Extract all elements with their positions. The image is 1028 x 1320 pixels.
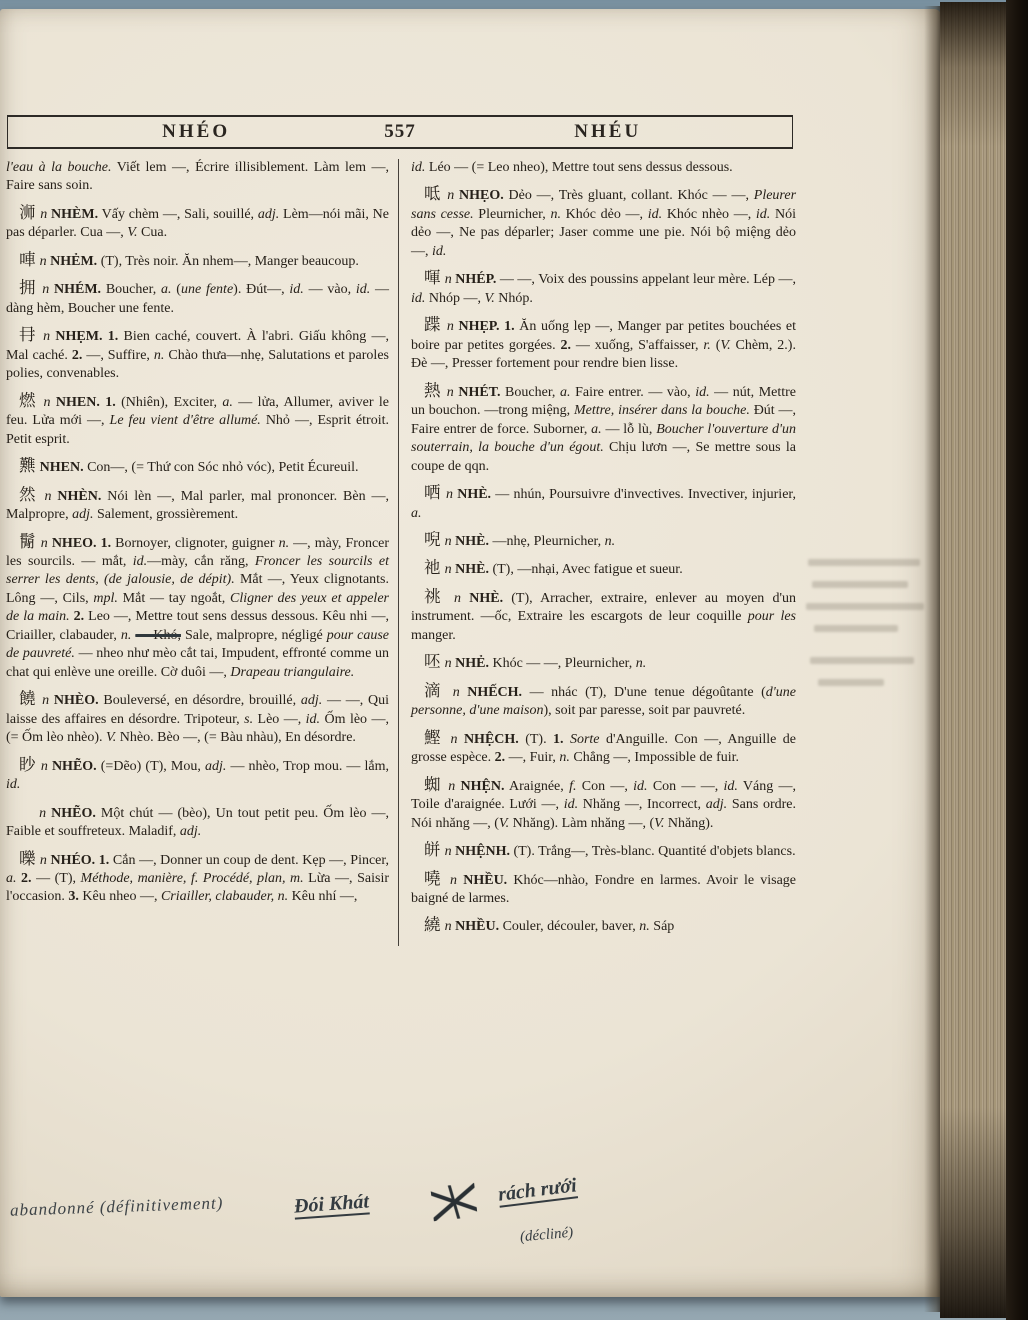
ink-bleed-through-mark: [818, 679, 884, 686]
entry-text: adj.: [705, 797, 728, 813]
entry-text: — —, Qui laisse des affaires en désordre. Tripoteur,: [6, 693, 390, 727]
entry-text: Nói dẻo —, Ne pas déparler; Jaser comme une pie. Nói bộ miệng dẻo —,: [411, 206, 796, 259]
entry-text: id.: [633, 778, 648, 794]
dictionary-text-area: [6, 159, 796, 946]
entry-text: l'eau à la bouche.: [6, 160, 112, 175]
entry-text: Le feu vient d'être allumé.: [109, 413, 261, 429]
entry-text: — lửa, Allumer, aviver le feu. Lửa mới —,: [6, 394, 390, 429]
entry-text: Mắt —, Yeux clignotants. Lông —, Cils,: [6, 572, 389, 606]
entry-text: n: [454, 590, 470, 606]
entry-text: Leo —, Mettre tout sens dessus dessous. Kêu nhi —, Criailler, clabauder,: [6, 609, 390, 643]
entry-text: NHẸP.: [458, 319, 500, 335]
entry-text: — nheo như mèo cắt tai, Impudent, effronté comme un chat qui enlève une oreille. Cờ duôi —,: [6, 646, 389, 680]
entry-text: Cligner des yeux et appeler de la main.: [6, 590, 389, 625]
entry-text: Nhóp —,: [425, 290, 485, 306]
entry-text: n.: [635, 656, 647, 672]
entry-text: n: [42, 693, 54, 709]
entry-text: V.: [720, 337, 731, 353]
entry-text: adj.: [257, 206, 280, 222]
dictionary-entry: [411, 317, 796, 373]
entry-text: Váng —, Toile d'araignée. Lưới —,: [411, 778, 797, 813]
entry-text: Pleurnicher,: [473, 206, 551, 222]
cjk-glyph: 冄: [19, 325, 44, 345]
entry-text: Vấy chèm —, Sali, souillé,: [98, 206, 258, 222]
dictionary-entry: [411, 868, 797, 909]
entry-text: 1.: [504, 319, 515, 335]
entry-text: 2.: [21, 871, 32, 886]
entry-text: NHEO.: [51, 535, 97, 551]
entry-text: 3.: [68, 889, 79, 905]
entry-text: — vào,: [303, 282, 356, 298]
cjk-glyph: 呧: [424, 184, 448, 204]
entry-text: n: [446, 487, 458, 503]
entry-text: id.: [432, 243, 447, 259]
entry-text: —mày, cắn răng,: [147, 553, 255, 569]
entry-text: n: [39, 253, 51, 269]
cjk-glyph: 拥: [19, 278, 43, 298]
entry-text: Lừa —, Saisir l'occasion.: [6, 871, 389, 905]
entry-text: m.: [290, 871, 304, 886]
entry-text: a.: [560, 384, 571, 400]
entry-text: Sale, malpropre, négligé: [180, 627, 327, 643]
entry-text: n: [39, 805, 52, 821]
entry-text: f.: [569, 778, 577, 794]
ink-bleed-through-mark: [806, 603, 924, 610]
entry-text: n.: [278, 535, 290, 551]
entry-text: n: [444, 656, 456, 672]
cjk-glyph: 眇: [19, 754, 41, 774]
entry-text: id.: [647, 206, 663, 222]
entry-text: Pleurer sans cesse.: [411, 188, 797, 222]
entry-text: NHÈ.: [457, 487, 492, 503]
entry-text: Nhóp.: [494, 290, 533, 306]
entry-text: n.: [120, 627, 132, 643]
entry-text: adj.: [72, 507, 94, 523]
entry-text: NHẼO.: [51, 758, 97, 774]
cjk-glyph: 蜘: [424, 774, 449, 794]
dictionary-entry: [411, 186, 796, 261]
entry-text: NHÈN.: [57, 488, 102, 504]
entry-text: n: [444, 562, 456, 578]
entry-text: — nhác (T), D'une tenue dégoûtante (: [522, 684, 766, 700]
entry-text: (T), Très noir. Ăn nhem—, Manger beaucoup.: [97, 253, 359, 269]
entry-text: id.: [755, 206, 771, 222]
dictionary-entry: [411, 485, 796, 523]
cjk-glyph: 浉: [19, 202, 41, 222]
ink-bleed-through-mark: [812, 581, 908, 588]
entry-text: pour cause de pauvreté.: [6, 627, 390, 662]
entry-text: — nhún, Poursuivre d'invectives. Invectiver, injurier,: [491, 487, 797, 503]
entry-text: NHẺ.: [455, 656, 489, 672]
dictionary-entry: [6, 801, 389, 842]
entry-text: Boucher,: [500, 384, 560, 400]
entry-text: —, Fuir,: [505, 750, 560, 766]
cjk-glyph: 鰹: [424, 727, 451, 747]
entry-text: id.: [411, 290, 426, 306]
dictionary-entry: [6, 691, 389, 747]
right-column: [398, 159, 796, 946]
book-page: [0, 9, 941, 1297]
entry-text: Cắn —, Donner un coup de dent. Kẹp —, Pincer,: [109, 852, 389, 868]
entry-text: n: [40, 758, 52, 774]
left-column: [6, 159, 398, 946]
dictionary-entry: [411, 380, 797, 476]
entry-text: Nói lèn —, Mal parler, mal prononcer. Bèn —, Malpropre,: [6, 488, 390, 523]
entry-text: (: [710, 337, 721, 353]
entry-text: NHẸO.: [459, 188, 504, 204]
entry-text: n: [444, 844, 456, 860]
dictionary-entry: [6, 848, 389, 907]
entry-text: Bouleversé, en désordre, brouillé,: [98, 693, 301, 709]
entry-text: Chẳng —, Impossible de fuir.: [569, 750, 740, 766]
running-header: [7, 115, 793, 149]
entry-text: Khóc nhèo —,: [662, 206, 756, 222]
entry-text: Chịu lươn —, Se mettre sous la coupe de qqn.: [411, 440, 796, 474]
entry-text: Salement, grossièrement.: [93, 507, 239, 523]
entry-text: n: [444, 533, 456, 549]
entry-text: d'Anguille. Con —, Anguille de grosse espèce.: [411, 731, 796, 766]
entry-text: NHEN.: [39, 460, 84, 476]
entry-text: n.: [639, 919, 650, 935]
entry-text: Nhỏ —, Esprit étroit. Petit esprit.: [6, 413, 389, 447]
entry-text: — nhèo, Trop mou. — lắm,: [226, 758, 390, 774]
dictionary-entry: [411, 586, 797, 645]
entry-text: V.: [498, 815, 510, 831]
page-number: 557: [384, 121, 416, 142]
entry-text: n: [452, 684, 468, 700]
entry-text: — nút, Mettre un bouchon. —trong miệng,: [411, 384, 797, 419]
entry-text: — Khó,: [135, 627, 181, 643]
entry-text: 1.: [100, 535, 112, 551]
entry-text: NHÉM.: [54, 282, 102, 298]
dictionary-entry: [411, 774, 797, 833]
entry-text: Con—, (= Thứ con Sóc nhỏ vóc), Petit Écureuil.: [83, 460, 359, 476]
cjk-glyph: 哂: [424, 483, 447, 503]
cjk-glyph: 喗: [424, 268, 445, 288]
entry-text: NHẺM.: [50, 253, 98, 269]
entry-text: adj.: [179, 824, 202, 840]
entry-text: (: [171, 282, 181, 298]
entry-text: Criailler, clabauder,: [160, 889, 278, 905]
entry-text: n: [448, 778, 461, 794]
entry-text: (T). Trắng—, Très-blanc. Quantité d'objets blancs.: [509, 844, 796, 860]
dictionary-entry: [6, 249, 389, 271]
entry-text: une fente: [180, 282, 234, 298]
entry-text: Procédé, plan,: [202, 871, 290, 886]
entry-text: 1.: [107, 329, 119, 345]
entry-text: — dàng hèm, Boucher une fente.: [6, 282, 390, 316]
entry-text: Couler, découler, baver,: [499, 919, 640, 935]
entry-text: Léo — (= Leo nheo), Mettre tout sens dessus dessous.: [425, 160, 733, 175]
entry-text: Boucher,: [101, 282, 161, 298]
dictionary-entry: [411, 842, 796, 861]
entry-text: 2.: [560, 337, 571, 353]
entry-text: Kêu nheo —,: [78, 889, 161, 905]
entry-text: Araignée,: [504, 778, 570, 794]
dictionary-entry: [411, 727, 796, 768]
entry-text: n: [450, 872, 464, 888]
cjk-glyph: 㸐: [19, 456, 40, 476]
handwritten-scribble: [430, 1183, 477, 1221]
entry-text: Cua.: [137, 225, 168, 241]
entry-text: Bien caché, couvert. À l'abri. Giấu không —, Mal caché.: [6, 329, 390, 363]
entry-text: NHÉP.: [455, 272, 497, 288]
entry-text: mpl.: [93, 590, 118, 606]
cjk-glyph: 祧: [424, 586, 455, 606]
entry-text: id.: [6, 777, 21, 793]
entry-text: n: [446, 384, 459, 400]
entry-text: NHÉT.: [458, 384, 501, 400]
dictionary-entry: [6, 202, 389, 243]
handwritten-note-decline: (décliné): [519, 1224, 574, 1246]
entry-text: NHẼO.: [51, 805, 96, 821]
entry-text: NHỆN.: [460, 778, 505, 794]
entry-text: n.: [559, 750, 570, 766]
entry-text: V.: [106, 730, 117, 746]
entry-text: n: [447, 188, 460, 204]
entry-text: —, mày, Froncer les sourcils. — mắt,: [6, 535, 390, 569]
entry-text: s.: [244, 711, 254, 727]
cjk-glyph: 鬜: [19, 531, 41, 551]
entry-text: NHỆCH.: [463, 731, 519, 747]
entry-text: Sans ordre. Nói nhăng —, (: [411, 797, 796, 831]
dictionary-entry: [411, 270, 796, 308]
handwritten-note-rach-ruoi: rách rưới: [496, 1174, 578, 1206]
entry-text: NHỆNH.: [455, 844, 510, 860]
entry-text: id.: [411, 160, 426, 175]
header-word-left: NHÉO: [162, 121, 231, 142]
entry-text: Con — —,: [647, 778, 724, 794]
cjk-glyph: 然: [19, 484, 45, 504]
entry-text: Mettre, insérer dans la bouche.: [573, 403, 750, 419]
entry-text: Mắt — tay ngoắt,: [117, 590, 230, 606]
entry-text: — xuống, S'affaisser,: [570, 337, 704, 353]
entry-text: Faire entrer. — vào,: [570, 384, 696, 400]
entry-text: Kêu nhí —,: [288, 889, 358, 905]
entry-text: n: [40, 206, 52, 222]
entry-text: d'une personne, d'une maison: [411, 684, 797, 719]
entry-text: Chào thưa—nhẹ, Salutations et paroles polies, convenables.: [6, 347, 389, 382]
dictionary-entry: [411, 159, 796, 177]
entry-text: (T), Arracher, extraire, enlever au moyen d'un instrument. —ốc, Extraire les escargots de leur coquille: [411, 590, 797, 625]
entry-text: Bornoyer, clignoter, guigner: [111, 535, 279, 551]
entry-text: NHÈ.: [469, 590, 504, 606]
entry-text: id.: [355, 282, 371, 298]
cjk-glyph: 呸: [424, 652, 445, 672]
entry-text: V.: [484, 290, 495, 306]
entry-text: a.: [161, 282, 172, 298]
cjk-glyph: 嚛: [19, 848, 40, 868]
entry-text: — lỗ lù,: [601, 421, 657, 437]
cjk-glyph: 皏: [424, 840, 445, 860]
entry-text: (=Dẽo) (T), Mou,: [96, 758, 205, 774]
entry-text: n.: [550, 206, 561, 222]
entry-text: —nhẹ, Pleurnicher,: [488, 533, 605, 549]
entry-text: ), soit par paresse, soit par pauvreté.: [543, 703, 746, 719]
entry-text: n: [42, 282, 54, 298]
cjk-glyph: 𨅸: [19, 801, 40, 821]
entry-text: Froncer les sourcils et serrer les dents, (de jalousie, de dépit).: [6, 553, 389, 588]
entry-text: id.: [723, 778, 738, 794]
entry-text: NHỀU.: [463, 872, 508, 888]
entry-text: pour les: [747, 609, 796, 625]
entry-text: adj.: [204, 758, 227, 774]
entry-text: Boucher l'ouverture d'un souterrain, la bouche d'un égout.: [411, 421, 797, 456]
dictionary-entry: [411, 560, 796, 579]
entry-text: Nhăng —, Incorrect,: [578, 797, 706, 813]
dictionary-entry: [6, 327, 389, 383]
handwritten-note-abandonne: abandonné (définitivement): [9, 1193, 224, 1220]
entry-text: Nhăng). Làm nhăng —, (: [509, 815, 655, 831]
dictionary-entry: [411, 917, 796, 936]
dictionary-entry: [6, 458, 389, 477]
cjk-glyph: 燃: [19, 390, 44, 410]
entry-text: NHẾCH.: [467, 684, 523, 700]
dictionary-entry: [411, 654, 796, 673]
dictionary-entry: [6, 159, 389, 196]
book-cover-edge: [1006, 0, 1028, 1320]
entry-text: n: [450, 731, 464, 747]
entry-text: Lèo —,: [253, 711, 306, 727]
dictionary-entry: [411, 680, 797, 721]
entry-text: Khóc—nhào, Fondre en larmes. Avoir le visage baigné de larmes.: [411, 872, 797, 906]
entry-text: NHÈO.: [53, 693, 99, 709]
cjk-glyph: 滴: [424, 680, 453, 700]
entry-text: id.: [132, 553, 148, 569]
cjk-glyph: 祂: [424, 558, 445, 578]
entry-text: Chèm, 2.). Đè —, Presser fortement pour rendre bien lisse.: [411, 337, 796, 372]
dictionary-entry: [6, 484, 390, 525]
cjk-glyph: 唓: [19, 249, 40, 269]
entry-text: a.: [411, 505, 422, 521]
entry-text: n: [40, 535, 52, 551]
entry-text: Viết lem —, Écrire illisiblement. Làm lem —, Faire sans soin.: [6, 160, 389, 194]
entry-text: NHEN.: [55, 394, 106, 410]
entry-text: — (T),: [31, 871, 81, 886]
entry-text: Đút —, Faire entrer de force. Suborner,: [411, 403, 796, 437]
entry-text: (T).: [518, 731, 554, 747]
entry-text: NHÈ.: [455, 533, 489, 549]
entry-text: id.: [305, 711, 321, 727]
entry-text: n.: [153, 347, 165, 363]
entry-text: —, Suffire,: [82, 347, 154, 363]
entry-text: Khóc dẻo —,: [560, 206, 648, 222]
ink-bleed-through-mark: [810, 657, 914, 664]
entry-text: Khóc — —, Pleurnicher,: [488, 656, 636, 672]
entry-text: n: [43, 329, 56, 345]
entry-text: NHÈ.: [455, 562, 489, 578]
book-fore-edge: [940, 2, 1006, 1318]
entry-text: f.: [190, 871, 199, 886]
dictionary-entry: [6, 531, 390, 683]
dictionary-entry: [6, 390, 390, 449]
entry-text: n: [39, 852, 51, 868]
dictionary-entry: [6, 280, 389, 318]
entry-text: Nhèo. Bèo —, (= Bàu nhàu), En désordre.: [116, 730, 356, 746]
entry-text: (T), —nhại, Avec fatigue et sueur.: [488, 562, 683, 578]
entry-text: Méthode, manière,: [80, 871, 191, 886]
entry-text: n.: [604, 533, 616, 549]
entry-text: NHẸM.: [55, 329, 103, 345]
entry-text: V.: [654, 815, 665, 831]
entry-text: Dẻo —, Très gluant, collant. Khóc — —,: [503, 188, 754, 204]
ink-bleed-through-mark: [808, 559, 920, 566]
cjk-glyph: 蹀: [424, 315, 447, 335]
entry-text: n.: [277, 889, 289, 905]
dictionary-entry: [6, 754, 390, 795]
entry-text: Lèm—nói mãi, Ne pas déparler. Cua —,: [6, 206, 389, 241]
entry-text: Ăn uống lẹp —, Manger par petites bouchées et boire par petites gorgées.: [411, 319, 797, 353]
entry-text: 1.: [98, 852, 110, 868]
cjk-glyph: 饒: [19, 689, 43, 709]
entry-text: a.: [222, 394, 233, 410]
entry-text: NHÉO.: [50, 852, 96, 868]
entry-text: n: [44, 488, 58, 504]
entry-text: 1.: [105, 394, 116, 410]
entry-text: V.: [127, 225, 138, 241]
entry-text: Drapeau triangulaire.: [230, 664, 355, 680]
entry-text: manger.: [411, 627, 456, 643]
cjk-glyph: 唲: [424, 529, 445, 549]
entry-text: n: [43, 394, 56, 410]
cjk-glyph: 嘵: [424, 868, 451, 888]
entry-text: Nhăng).: [664, 815, 714, 831]
entry-text: Một chút — (bèo), Un tout petit peu. Ốm lèo —, Faible et souffreteux. Maladif,: [6, 805, 389, 840]
entry-text: NHÈM.: [51, 206, 99, 222]
entry-text: r.: [703, 337, 711, 353]
entry-text: adj.: [300, 693, 323, 709]
entry-text: a.: [6, 871, 17, 886]
entry-text: Ốm lèo —, (= Ốm lèo nhèo).: [6, 711, 389, 746]
entry-text: NHỀU.: [455, 919, 500, 935]
entry-text: Sorte: [569, 731, 600, 747]
handwritten-note-doi-khat: Đói Khát: [293, 1190, 370, 1218]
entry-text: ). Đút—,: [233, 282, 290, 298]
entry-text: a.: [591, 421, 602, 437]
entry-text: Sáp: [649, 919, 675, 935]
entry-text: Con —,: [576, 778, 634, 794]
entry-text: n: [446, 319, 459, 335]
header-word-right: NHÉU: [574, 121, 642, 142]
entry-text: — —, Voix des poussins appelant leur mère. Lép —,: [496, 272, 797, 288]
ink-bleed-through-mark: [814, 625, 898, 632]
entry-text: id.: [563, 797, 579, 813]
entry-text: 1.: [553, 731, 564, 747]
entry-text: n: [444, 272, 456, 288]
entry-text: 2.: [73, 609, 85, 625]
dictionary-entry: [411, 529, 796, 551]
entry-text: id.: [289, 282, 304, 298]
entry-text: 2.: [494, 750, 506, 766]
entry-text: (Nhiên), Exciter,: [115, 394, 223, 410]
cjk-glyph: 熱: [424, 380, 447, 400]
entry-text: n: [444, 919, 456, 935]
entry-text: id.: [695, 384, 710, 400]
cjk-glyph: 繞: [424, 915, 445, 935]
entry-text: 2.: [71, 347, 83, 363]
